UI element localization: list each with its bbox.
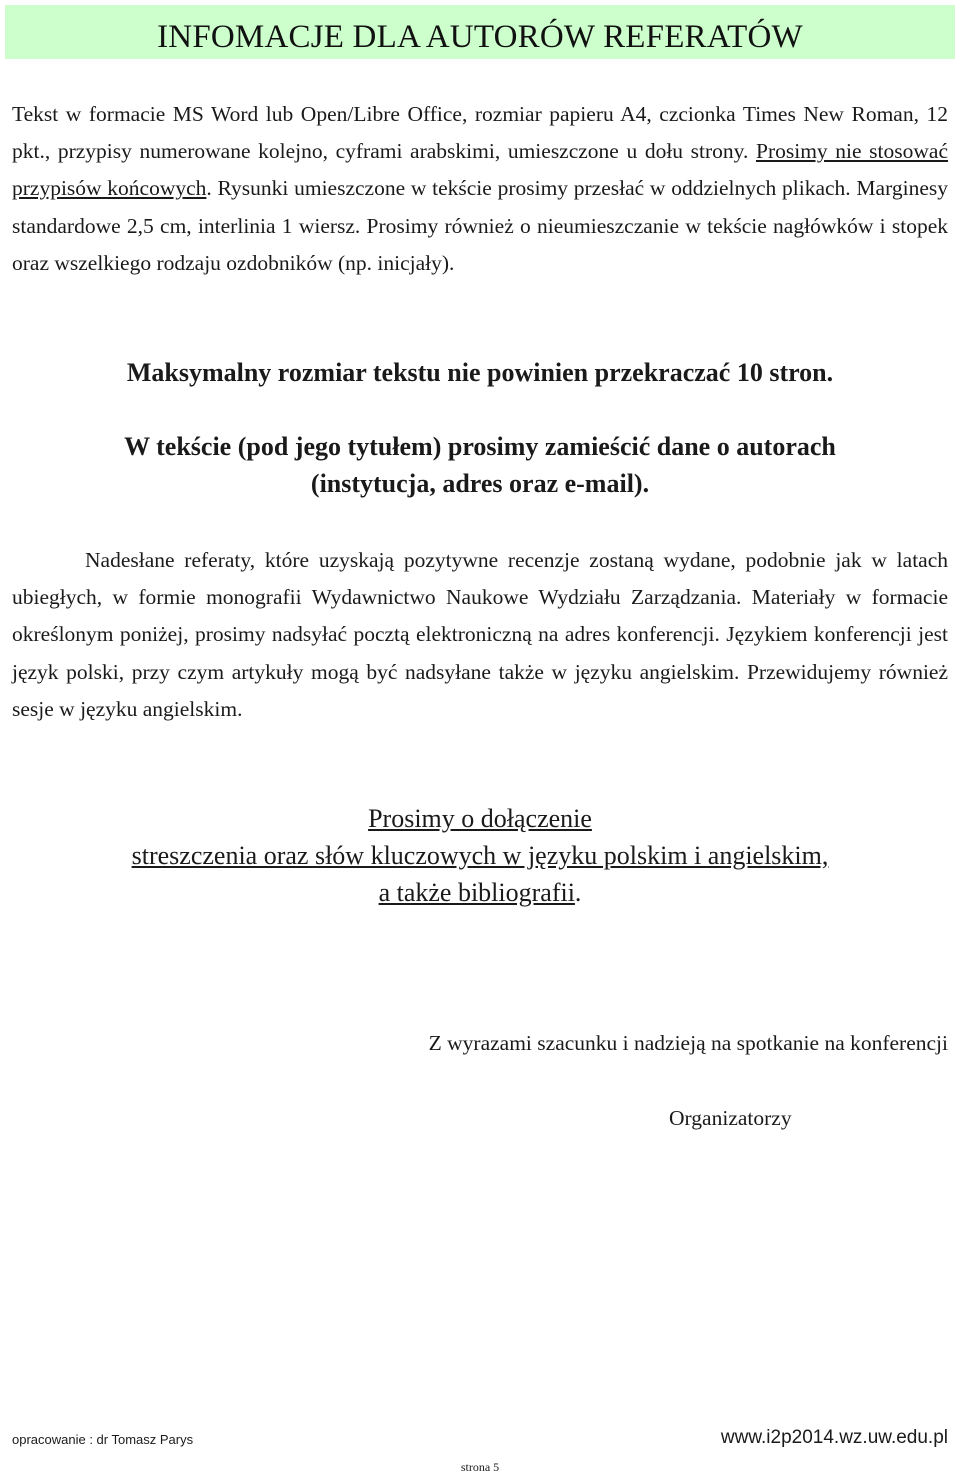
closing-greeting: Z wyrazami szacunku i nadzieją na spotkanie na konferencji [428, 1031, 948, 1055]
max-size-notice: Maksymalny rozmiar tekstu nie powinien przekraczać 10 stron. [126, 358, 834, 387]
formatting-rest: . Rysunki umieszczone w tekście prosimy przesłać w oddzielnych plikach. Marginesy standardowe 2,5 cm, interlinia 1 wiersz. Prosimy również o nieumieszczanie w tekście nagłówków i stopek oraz wszelkiego rodzaju ozdobników (np. inicjały). [12, 176, 948, 275]
footer-author: opracowanie : dr Tomasz Parys [12, 1432, 194, 1447]
page-number: strona 5 [460, 1460, 500, 1474]
title-banner [5, 5, 955, 59]
attachment-request [12, 800, 948, 911]
authors-info-line1: W tekście (pod jego tytułem) prosimy zamieścić dane o autorach [124, 432, 836, 461]
request-line2: streszczenia oraz słów kluczowych w języku polskim i angielskim, [131, 841, 829, 870]
page-title: INFOMACJE DLA AUTORÓW REFERATÓW [157, 19, 803, 55]
organizers-signature: Organizatorzy [669, 1106, 792, 1130]
authors-info-notice [12, 428, 948, 502]
authors-info-line2: (instytucja, adres oraz e-mail). [310, 469, 650, 498]
footer-website-link[interactable]: www.i2p2014.wz.uw.edu.pl [720, 1427, 948, 1448]
request-line1: Prosimy o dołączenie [368, 804, 592, 833]
request-line3: a także bibliografii [378, 878, 575, 907]
endnotes-instruction: Prosimy nie stosować przypisów końcowych [12, 139, 948, 201]
formatting-paragraph [12, 96, 948, 282]
request-line3-end: . [574, 878, 582, 907]
publication-paragraph: Nadesłane referaty, które uzyskają pozytywne recenzje zostaną wydane, podobnie jak w latach ubiegłych, w formie monografii Wydawnictwo Naukowe Wydziału Zarządzania. Materiały w formacie określonym poniżej, prosimy nadsyłać pocztą elektroniczną na adres konferencji. Językiem konferencji jest język polski, przy czym artykuły mogą być nadsyłane także w języku angielskim. Przewidujemy również sesje w języku angielskim. [12, 548, 948, 721]
formatting-intro: Tekst w formacie MS Word lub Open/Libre Office, rozmiar papieru A4, czcionka Times New Roman, 12 pkt., przypisy numerowane kolejno, cyframi arabskimi, umieszczone u dołu strony. [12, 102, 948, 164]
